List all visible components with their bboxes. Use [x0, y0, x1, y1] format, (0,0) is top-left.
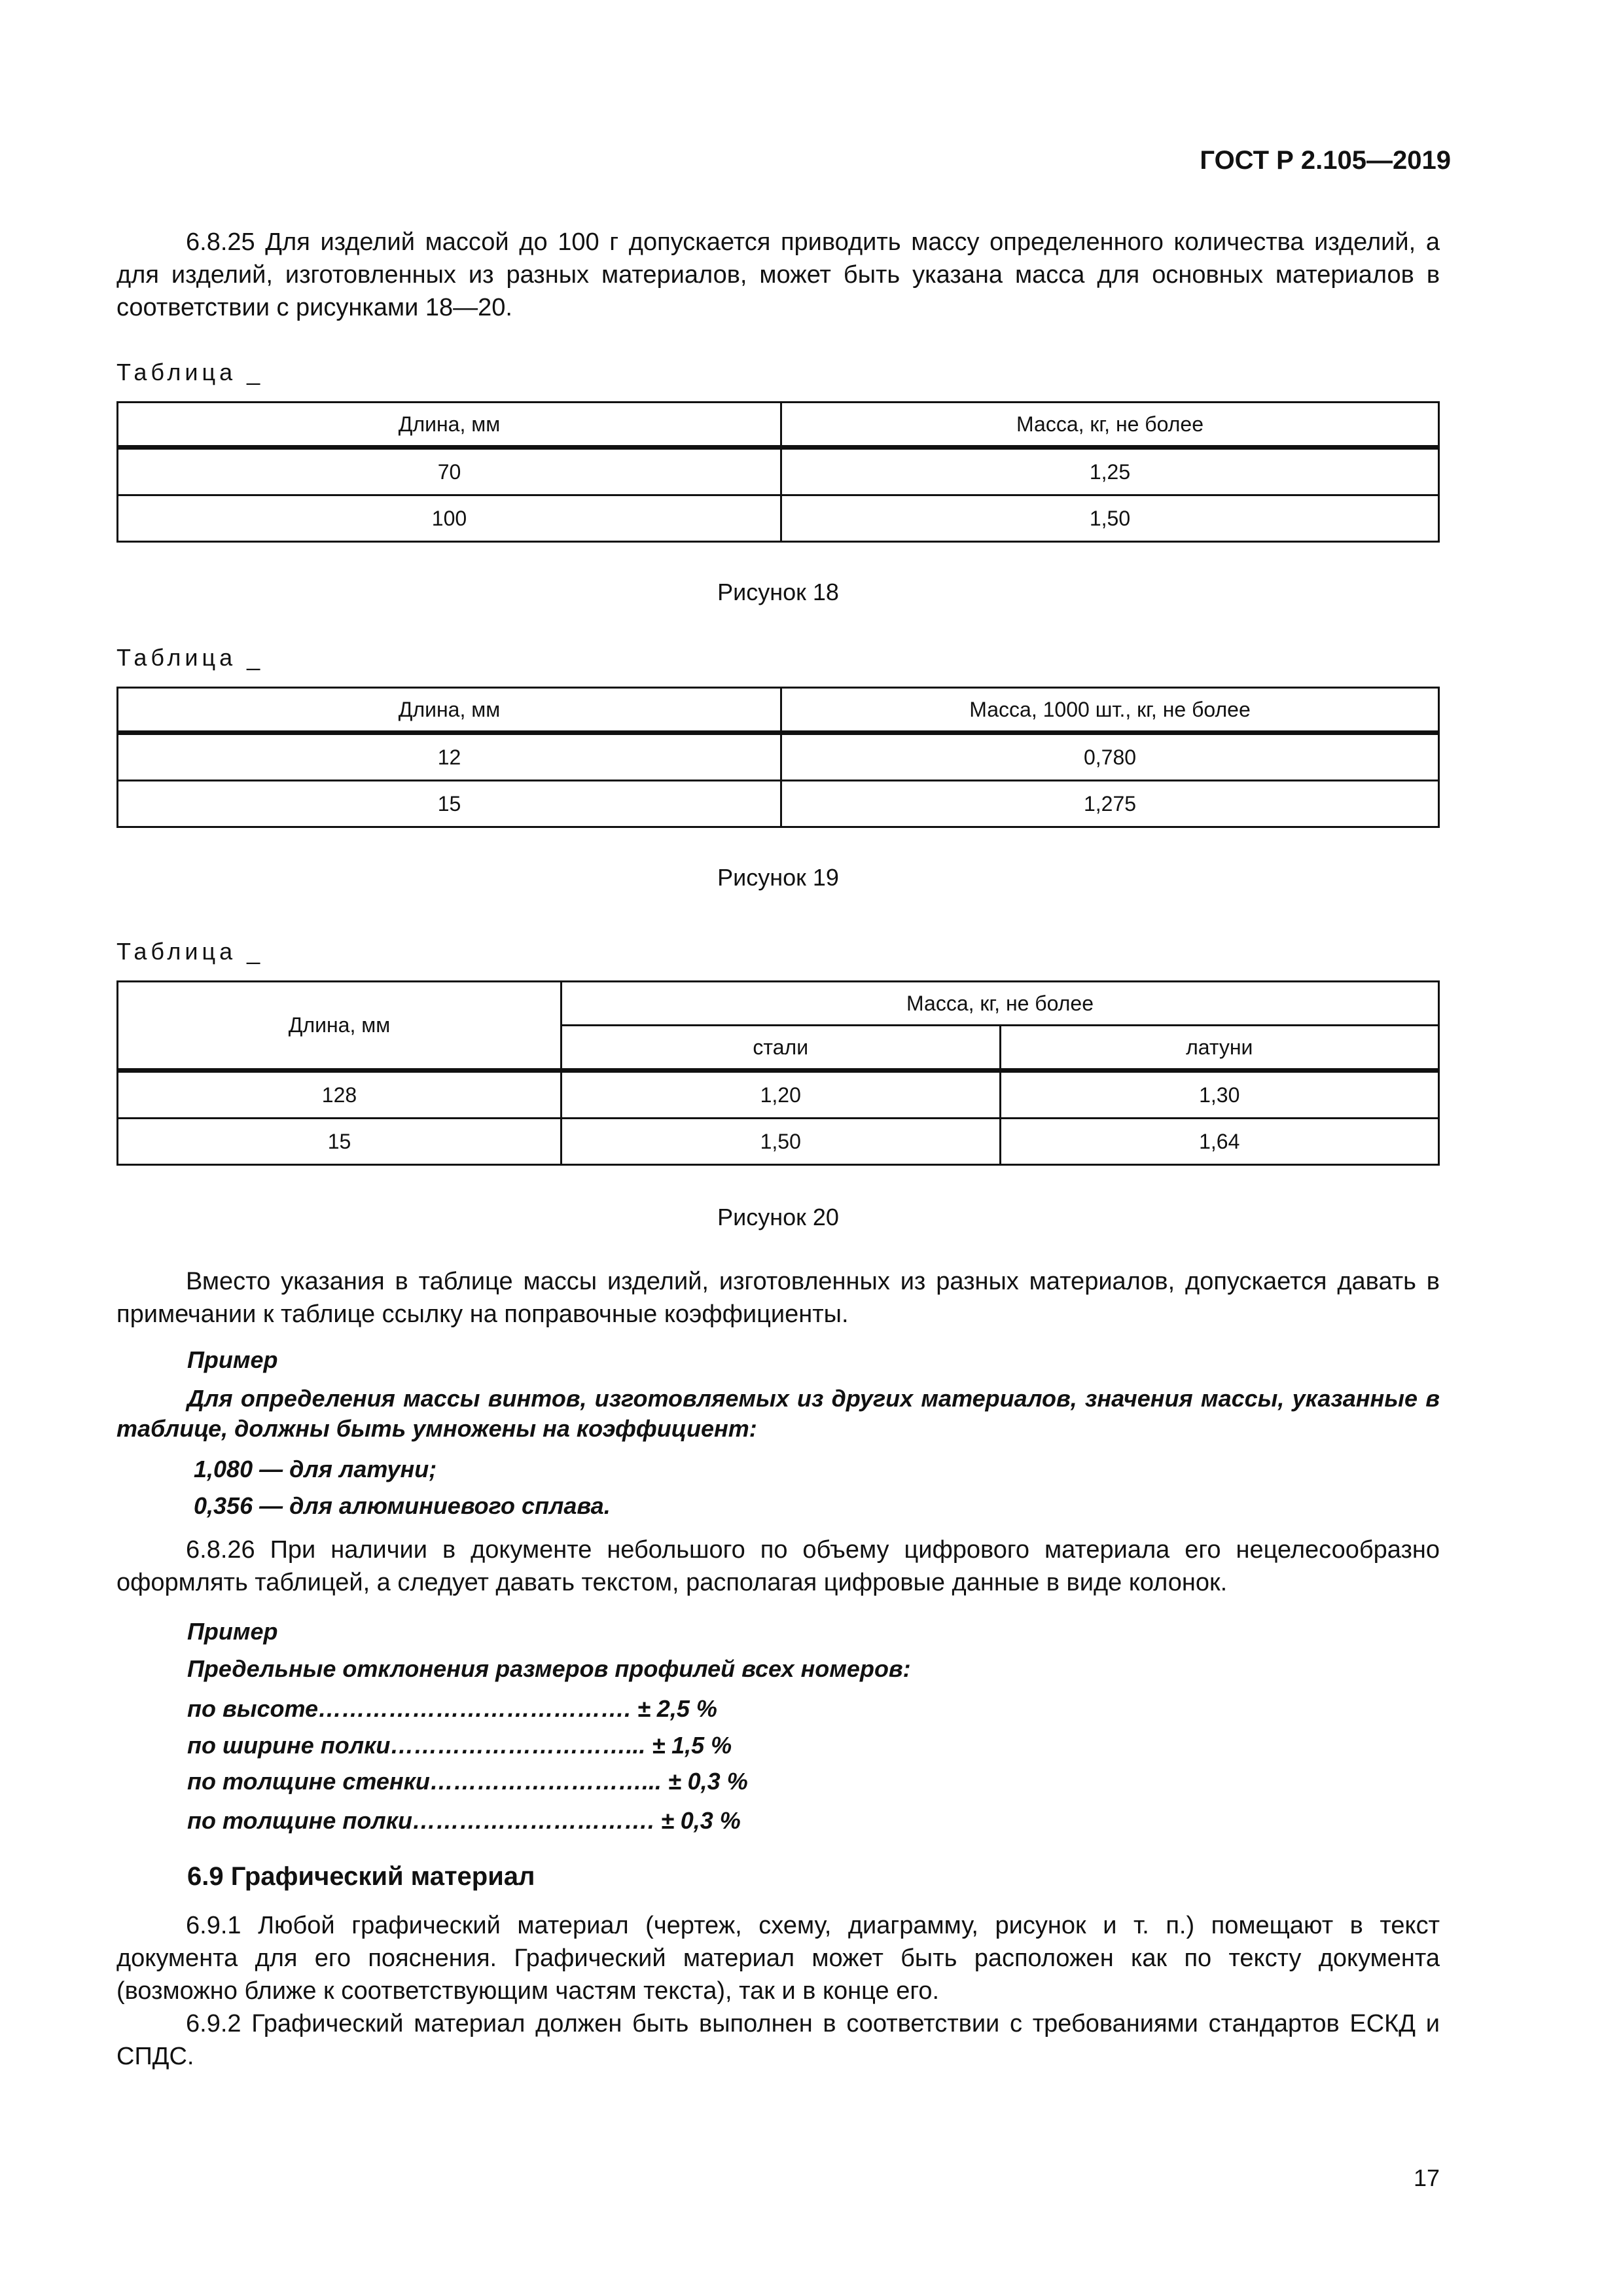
table-cell: 15	[118, 1119, 562, 1165]
example-item: 1,080 — для латуни;	[194, 1456, 437, 1482]
table-cell: 0,780	[781, 733, 1439, 781]
paragraph-6-8-25: 6.8.25 Для изделий массой до 100 г допускается приводить массу определенного количества изделий, а для изделий, изготовленных из разных материалов, может быть указана масса для основных материалов в соответствии с рисунками 18—20.	[116, 228, 1440, 321]
table1-header-mass: Масса, кг, не более	[781, 403, 1439, 448]
table2-header-length: Длина, мм	[118, 688, 781, 733]
table-row	[118, 733, 1439, 781]
deviation-line: по толщине стенки………………………... ± 0,3 %	[187, 1768, 748, 1795]
deviation-line: по толщине полки…………………………. ± 0,3 %	[187, 1807, 741, 1834]
paragraph-6-8-26: 6.8.26 При наличии в документе небольшого по объему цифрового материала его нецелесообразно оформлять таблицей, а следует давать текстом, располагая цифровые данные в виде колонок.	[116, 1536, 1440, 1596]
table-cell: 70	[118, 448, 781, 495]
paragraph-6-9-2: 6.9.2 Графический материал должен быть выполнен в соответствии с требованиями стандартов ЕСКД и СПДС.	[116, 2010, 1440, 2070]
table-cell: 1,275	[781, 781, 1439, 827]
page-number: 17	[1413, 2164, 1440, 2191]
example-title-2: Предельные отклонения размеров профилей всех номеров:	[187, 1655, 911, 1682]
table-label-3: Таблица _	[116, 938, 264, 965]
table3-header-mass: Масса, кг, не более	[562, 982, 1439, 1026]
table3-subheader-steel: стали	[562, 1026, 1001, 1071]
figure-caption-20: Рисунок 20	[717, 1204, 839, 1230]
table-2	[116, 687, 1440, 828]
table-cell: 15	[118, 781, 781, 827]
deviation-line: по высоте…………………………………. ± 2,5 %	[187, 1695, 717, 1722]
example-label-2: Пример	[187, 1618, 278, 1645]
document-code: ГОСТ Р 2.105—2019	[1200, 146, 1451, 175]
table-label-2: Таблица _	[116, 644, 264, 671]
table-label-1: Таблица _	[116, 359, 264, 386]
table-cell: 1,30	[1000, 1071, 1439, 1119]
table-cell: 1,50	[562, 1119, 1001, 1165]
table-cell: 128	[118, 1071, 562, 1119]
table-cell: 1,25	[781, 448, 1439, 495]
table-row	[118, 495, 1439, 542]
example-item: 0,356 — для алюминиевого сплава.	[194, 1492, 611, 1519]
paragraph-6-9-1: 6.9.1 Любой графический материал (чертеж, схему, диаграмму, рисунок и т. п.) помещают в текст документа для его пояснения. Графический материал может быть расположен как по тексту документа (возможно ближе к соответствующим частям текста), так и в конце его.	[116, 1912, 1440, 2005]
table-cell: 1,20	[562, 1071, 1001, 1119]
table-row	[118, 448, 1439, 495]
table-cell: 1,50	[781, 495, 1439, 542]
figure-caption-18: Рисунок 18	[717, 579, 839, 605]
section-title-6-9: 6.9 Графический материал	[187, 1862, 535, 1891]
figure-caption-19: Рисунок 19	[717, 864, 839, 891]
table-3	[116, 980, 1440, 1166]
table-cell: 1,64	[1000, 1119, 1439, 1165]
paragraph-instead: Вместо указания в таблице массы изделий, изготовленных из разных материалов, допускается давать в примечании к таблице ссылку на поправочные коэффициенты.	[116, 1268, 1440, 1328]
table-row	[118, 1071, 1439, 1119]
table3-header-length: Длина, мм	[118, 982, 562, 1071]
table3-subheader-brass: латуни	[1000, 1026, 1439, 1071]
deviation-line: по ширине полки…………………………... ± 1,5 %	[187, 1732, 732, 1759]
example-text-1: Для определения массы винтов, изготовляемых из других материалов, значения массы, указанные в таблице, должны быть умножены на коэффициент:	[116, 1385, 1440, 1442]
table-row	[118, 1119, 1439, 1165]
table-cell: 100	[118, 495, 781, 542]
table-1	[116, 401, 1440, 543]
table-row	[118, 781, 1439, 827]
table-cell: 12	[118, 733, 781, 781]
example-label-1: Пример	[187, 1346, 278, 1373]
table1-header-length: Длина, мм	[118, 403, 781, 448]
table2-header-mass: Масса, 1000 шт., кг, не более	[781, 688, 1439, 733]
